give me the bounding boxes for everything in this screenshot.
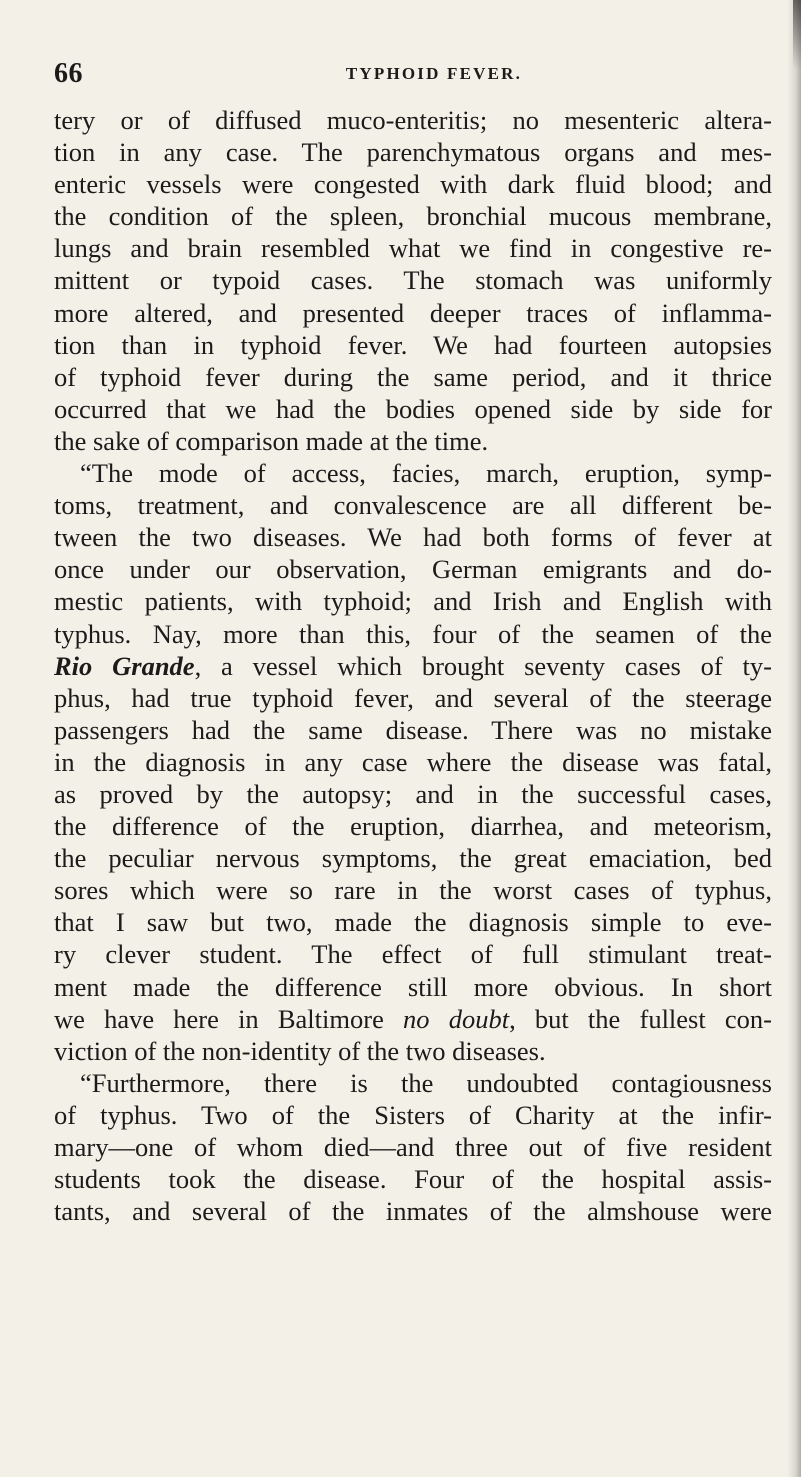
text-line bbox=[54, 778, 772, 810]
text-line bbox=[54, 938, 772, 970]
text-line bbox=[54, 361, 772, 393]
text-line bbox=[54, 521, 772, 553]
text-line bbox=[54, 810, 772, 842]
text-line bbox=[54, 264, 772, 296]
text-line-content: enteric vessels were congested with dark fluid blood; and bbox=[54, 169, 772, 200]
text-line-content: once under our observation, German emigrants and do- bbox=[54, 554, 772, 585]
text-line bbox=[54, 971, 772, 1003]
text-line-content: tery or of diffused muco-enteritis; no mesenteric altera- bbox=[54, 105, 772, 135]
text-line-content: Rio Grande, a vessel which brought seventy cases of ty- bbox=[54, 650, 772, 681]
text-line bbox=[54, 489, 772, 521]
text-line bbox=[54, 1131, 772, 1163]
text-line bbox=[54, 585, 772, 617]
text-line-content: more altered, and presented deeper traces of inflamma- bbox=[54, 297, 772, 328]
text-line bbox=[54, 1099, 772, 1131]
text-line-content: passengers had the same disease. There was no mistake bbox=[54, 714, 772, 745]
text-line-content: viction of the non-identity of the two diseases. bbox=[54, 1035, 546, 1066]
text-line-content: ment made the difference still more obvious. In short bbox=[54, 971, 772, 1002]
text-line bbox=[54, 1067, 772, 1099]
text-line-content: lungs and brain resembled what we find in congestive re- bbox=[54, 233, 772, 264]
text-line bbox=[54, 1003, 772, 1035]
text-line bbox=[54, 714, 772, 746]
text-line-content: we have here in Baltimore no doubt, but the fullest con- bbox=[54, 1003, 772, 1034]
body-text bbox=[54, 104, 772, 1227]
text-line-content: in the diagnosis in any case where the disease was fatal, bbox=[54, 746, 772, 777]
page-header bbox=[54, 58, 774, 98]
text-line bbox=[54, 650, 772, 682]
text-line-content: typhus. Nay, more than this, four of the seamen of the bbox=[54, 618, 772, 649]
text-line bbox=[54, 874, 772, 906]
text-line bbox=[54, 168, 772, 200]
page-number: 66 bbox=[54, 58, 83, 89]
text-line-content: the condition of the spleen, bronchial mucous membrane, bbox=[54, 201, 772, 232]
text-line bbox=[54, 200, 772, 232]
text-line bbox=[54, 682, 772, 714]
text-line-content: tants, and several of the inmates of the almshouse were bbox=[54, 1196, 772, 1227]
text-line-content: of typhoid fever during the same period, and it thrice bbox=[54, 361, 772, 392]
text-line-content: that I saw but two, made the diagnosis simple to eve- bbox=[54, 907, 772, 938]
text-line bbox=[54, 329, 772, 361]
text-line bbox=[54, 104, 772, 136]
text-line bbox=[54, 393, 772, 425]
text-line-content: mary—one of whom died—and three out of five resident bbox=[54, 1132, 772, 1162]
text-line bbox=[54, 842, 772, 874]
italic-phrase: Rio Grande bbox=[54, 650, 195, 681]
text-line-content: sores which were so rare in the worst cases of typhus, bbox=[54, 875, 772, 906]
text-line bbox=[54, 618, 772, 650]
text-line-content: the sake of comparison made at the time. bbox=[54, 425, 489, 456]
text-line bbox=[54, 136, 772, 168]
text-line bbox=[54, 457, 772, 489]
running-head: TYPHOID FEVER. bbox=[345, 64, 523, 83]
text-line-content: the difference of the eruption, diarrhea, and meteorism, bbox=[54, 811, 772, 842]
text-line bbox=[54, 232, 772, 264]
page-edge-shadow bbox=[787, 0, 801, 1477]
page-corner-mark bbox=[793, 0, 801, 70]
text-line-content: students took the disease. Four of the hospital assis- bbox=[54, 1164, 772, 1195]
text-line-content: as proved by the autopsy; and in the successful cases, bbox=[54, 778, 772, 809]
text-line-content: “The mode of access, facies, march, eruption, symp- bbox=[80, 458, 772, 489]
text-line-content: mittent or typoid cases. The stomach was uniformly bbox=[54, 265, 772, 296]
text-line bbox=[54, 1035, 772, 1067]
text-line bbox=[54, 425, 772, 457]
text-line-content: tion than in typhoid fever. We had fourteen autopsies bbox=[54, 329, 772, 360]
text-line bbox=[54, 297, 772, 329]
text-line-content: phus, had true typhoid fever, and several of the steerage bbox=[54, 682, 772, 713]
italic-phrase: no doubt bbox=[403, 1003, 510, 1034]
text-line-content: tween the two diseases. We had both forms of fever at bbox=[54, 522, 772, 553]
text-line bbox=[54, 1163, 772, 1195]
text-line-content: the peculiar nervous symptoms, the great emaciation, bed bbox=[54, 843, 772, 874]
text-line-content: tion in any case. The parenchymatous organs and mes- bbox=[54, 137, 772, 168]
text-line-content: mestic patients, with typhoid; and Irish and English with bbox=[54, 586, 772, 617]
text-line-content: of typhus. Two of the Sisters of Charity at the infir- bbox=[54, 1099, 772, 1130]
text-line-content: “Furthermore, there is the undoubted contagiousness bbox=[80, 1067, 772, 1098]
text-line bbox=[54, 746, 772, 778]
text-line bbox=[54, 1195, 772, 1227]
text-line-content: ry clever student. The effect of full stimulant treat- bbox=[54, 939, 772, 970]
text-line-content: occurred that we had the bodies opened side by side for bbox=[54, 393, 772, 424]
text-line-content: toms, treatment, and convalescence are all different be- bbox=[54, 490, 772, 521]
text-line bbox=[54, 906, 772, 938]
text-line bbox=[54, 553, 772, 585]
